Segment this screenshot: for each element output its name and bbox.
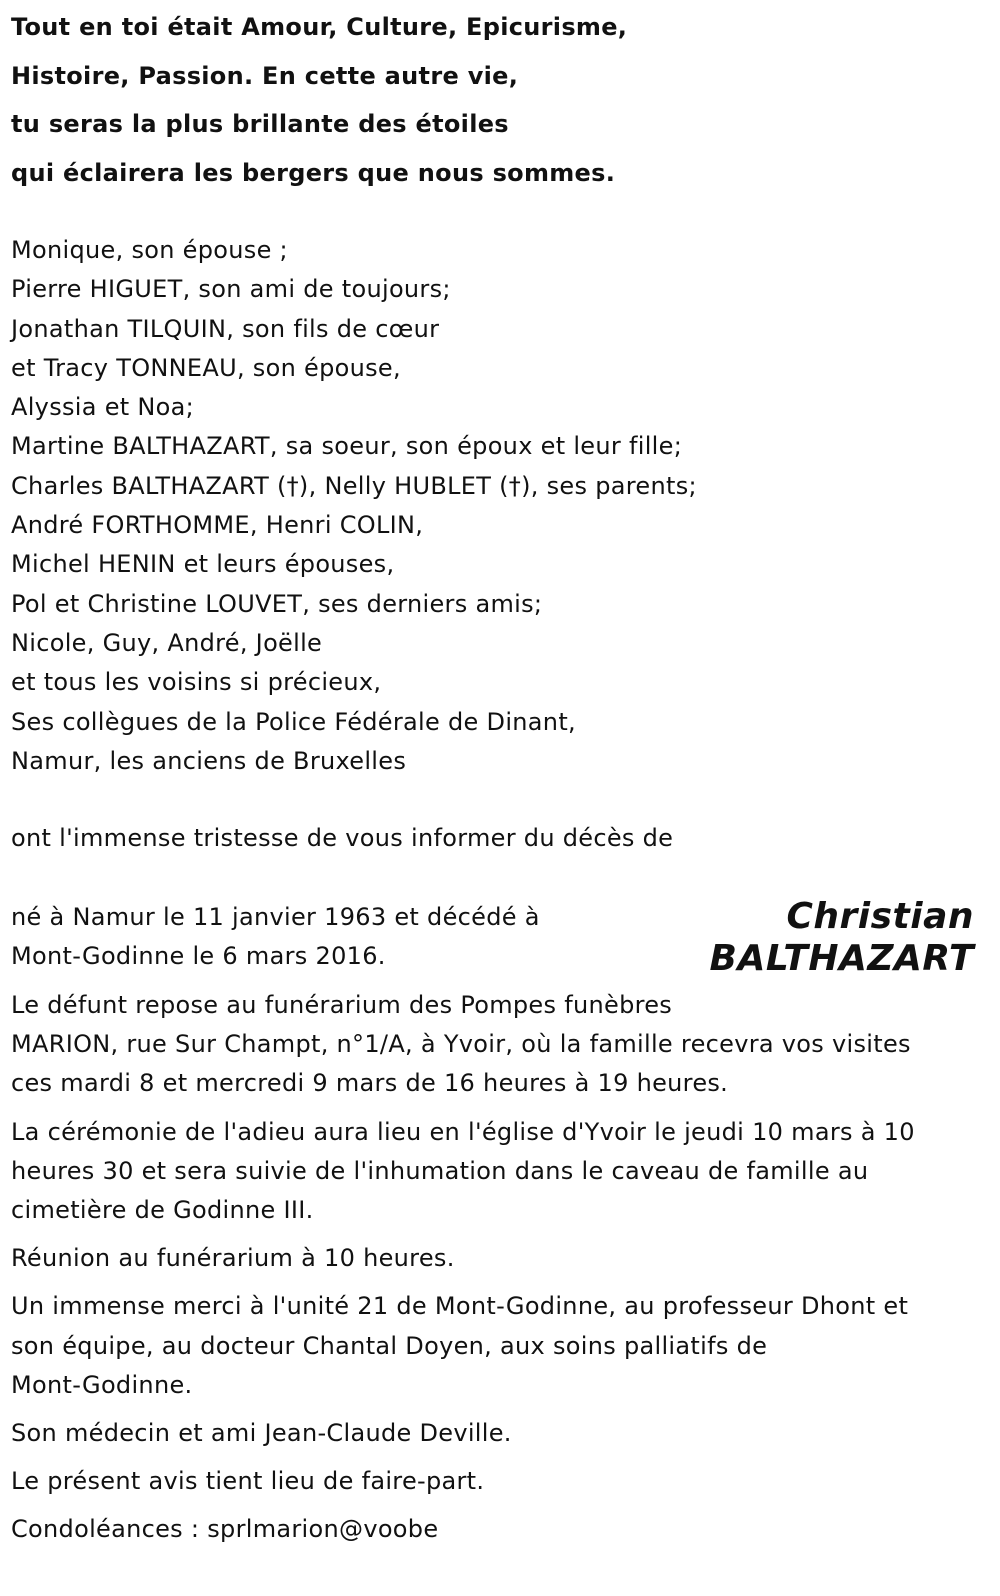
paragraph-line: MARION, rue Sur Champt, n°1/A, à Yvoir, où la famille recevra vos visites — [11, 1030, 911, 1059]
doctor-paragraph — [11, 1414, 981, 1453]
poem — [11, 3, 771, 197]
paragraph-line: Le présent avis tient lieu de faire-part. — [11, 1467, 485, 1496]
notice-paragraph — [11, 1462, 981, 1501]
condolences-paragraph — [11, 1510, 981, 1549]
poem-line: qui éclairera les bergers que nous sommes. — [11, 158, 616, 187]
paragraph-line: Réunion au funérarium à 10 heures. — [11, 1244, 455, 1273]
announcement: ont l'immense tristesse de vous informer du décès de — [11, 824, 674, 852]
thanks-paragraph — [11, 1287, 981, 1405]
paragraph-line: Un immense merci à l'unité 21 de Mont-Godinne, au professeur Dhont et — [11, 1292, 909, 1321]
poem-line: Tout en toi était Amour, Culture, Epicurisme, — [11, 13, 628, 41]
family-line: Jonathan TILQUIN, son fils de cœur — [11, 314, 440, 343]
birth-death-info — [11, 898, 651, 977]
poem-line: tu seras la plus brillante des étoiles — [11, 110, 509, 138]
family-line: Martine BALTHAZART, sa soeur, son époux et leur fille; — [11, 432, 683, 461]
family-line: et Tracy TONNEAU, son épouse, — [11, 353, 401, 382]
deceased-first-name: Christian — [786, 896, 974, 937]
family-line: et tous les voisins si précieux, — [11, 668, 382, 697]
family-line: André FORTHOMME, Henri COLIN, — [11, 511, 424, 540]
deceased-last-name: BALTHAZART — [709, 938, 974, 979]
paragraph-line: La cérémonie de l'adieu aura lieu en l'église d'Yvoir le jeudi 10 mars à 10 — [11, 1117, 915, 1146]
funerarium-paragraph — [11, 986, 981, 1104]
family-line: Pierre HIGUET, son ami de toujours; — [11, 275, 451, 304]
family-line: Ses collègues de la Police Fédérale de Dinant, — [11, 707, 576, 736]
details — [11, 986, 981, 1559]
family-line: Alyssia et Noa; — [11, 393, 195, 422]
family-line: Namur, les anciens de Bruxelles — [11, 746, 407, 775]
family-line: Nicole, Guy, André, Joëlle — [11, 628, 323, 657]
ceremony-paragraph — [11, 1113, 981, 1231]
family-line: Michel HENIN et leurs épouses, — [11, 550, 395, 579]
family-line: Pol et Christine LOUVET, ses derniers amis; — [11, 589, 543, 618]
paragraph-line: Condoléances : sprlmarion@voobe — [11, 1515, 439, 1544]
family-list — [11, 231, 911, 781]
paragraph-line: ces mardi 8 et mercredi 9 mars de 16 heures à 19 heures. — [11, 1069, 729, 1098]
birth-death-line: né à Namur le 11 janvier 1963 et décédé à — [11, 903, 540, 931]
paragraph-line: Mont-Godinne. — [11, 1370, 193, 1399]
birth-death-line: Mont-Godinne le 6 mars 2016. — [11, 942, 386, 971]
family-line: Charles BALTHAZART (†), Nelly HUBLET (†), ses parents; — [11, 471, 697, 500]
paragraph-line: Son médecin et ami Jean-Claude Deville. — [11, 1419, 512, 1448]
meeting-paragraph — [11, 1239, 981, 1278]
paragraph-line: Le défunt repose au funérarium des Pompes funèbres — [11, 991, 673, 1019]
paragraph-line: heures 30 et sera suivie de l'inhumation dans le caveau de famille au — [11, 1156, 869, 1185]
deceased-name — [710, 896, 974, 980]
paragraph-line: cimetière de Godinne III. — [11, 1196, 314, 1225]
paragraph-line: son équipe, au docteur Chantal Doyen, aux soins palliatifs de — [11, 1331, 768, 1360]
family-line: Monique, son épouse ; — [11, 236, 288, 264]
poem-line: Histoire, Passion. En cette autre vie, — [11, 61, 519, 90]
